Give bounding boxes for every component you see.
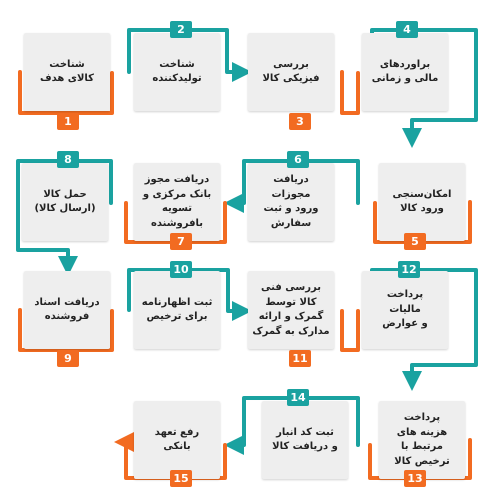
step-5-box: امکان‌سنجی ورود کالا [379, 163, 465, 241]
step-6-box: دریافت مجوزات ورود و ثبت سفارش [248, 163, 334, 241]
step-5-badge: 5 [404, 233, 426, 250]
step-3-box: بررسی فیزیکی کالا [248, 33, 334, 111]
step-6-badge: 6 [287, 151, 309, 168]
step-10-badge: 10 [170, 261, 192, 278]
step-4-badge: 4 [396, 21, 418, 38]
step-3-badge: 3 [289, 113, 311, 130]
step-9-box: دریافت اسناد فروشنده [24, 271, 110, 349]
step-11-box: بررسی فنی کالا توسط گمرک و ارائه مدارک به گمرک [248, 271, 334, 349]
step-14-box: ثبت کد انبار و دریافت کالا [262, 401, 348, 479]
step-14-badge: 14 [287, 389, 309, 406]
step-11-badge: 11 [289, 350, 311, 367]
step-1-box: شناخت کالای هدف [24, 33, 110, 111]
step-2-box: شناخت تولیدکننده [134, 33, 220, 111]
step-12-badge: 12 [398, 261, 420, 278]
step-7-box: دریافت مجوز بانک مرکزی و تسویه بافروشنده [134, 163, 220, 241]
step-9-badge: 9 [57, 350, 79, 367]
step-8-box: حمل کالا (ارسال کالا) [22, 163, 108, 241]
connector-3 [342, 72, 358, 113]
step-7-badge: 7 [170, 233, 192, 250]
step-1-badge: 1 [57, 113, 79, 130]
step-15-badge: 15 [170, 470, 192, 487]
step-8-badge: 8 [57, 151, 79, 168]
step-10-box: ثبت اظهارنامه برای ترخیص [134, 271, 220, 349]
step-15-box: رفع تعهد بانکی [134, 401, 220, 479]
step-13-box: پرداخت هزینه های مرتبط با ترخیص کالا [379, 401, 465, 479]
step-12-box: پرداخت مالیات و عوارض [362, 271, 448, 349]
step-2-badge: 2 [170, 21, 192, 38]
step-4-box: براوردهای مالی و زمانی [362, 33, 448, 111]
step-13-badge: 13 [404, 470, 426, 487]
connector-11 [342, 311, 358, 350]
